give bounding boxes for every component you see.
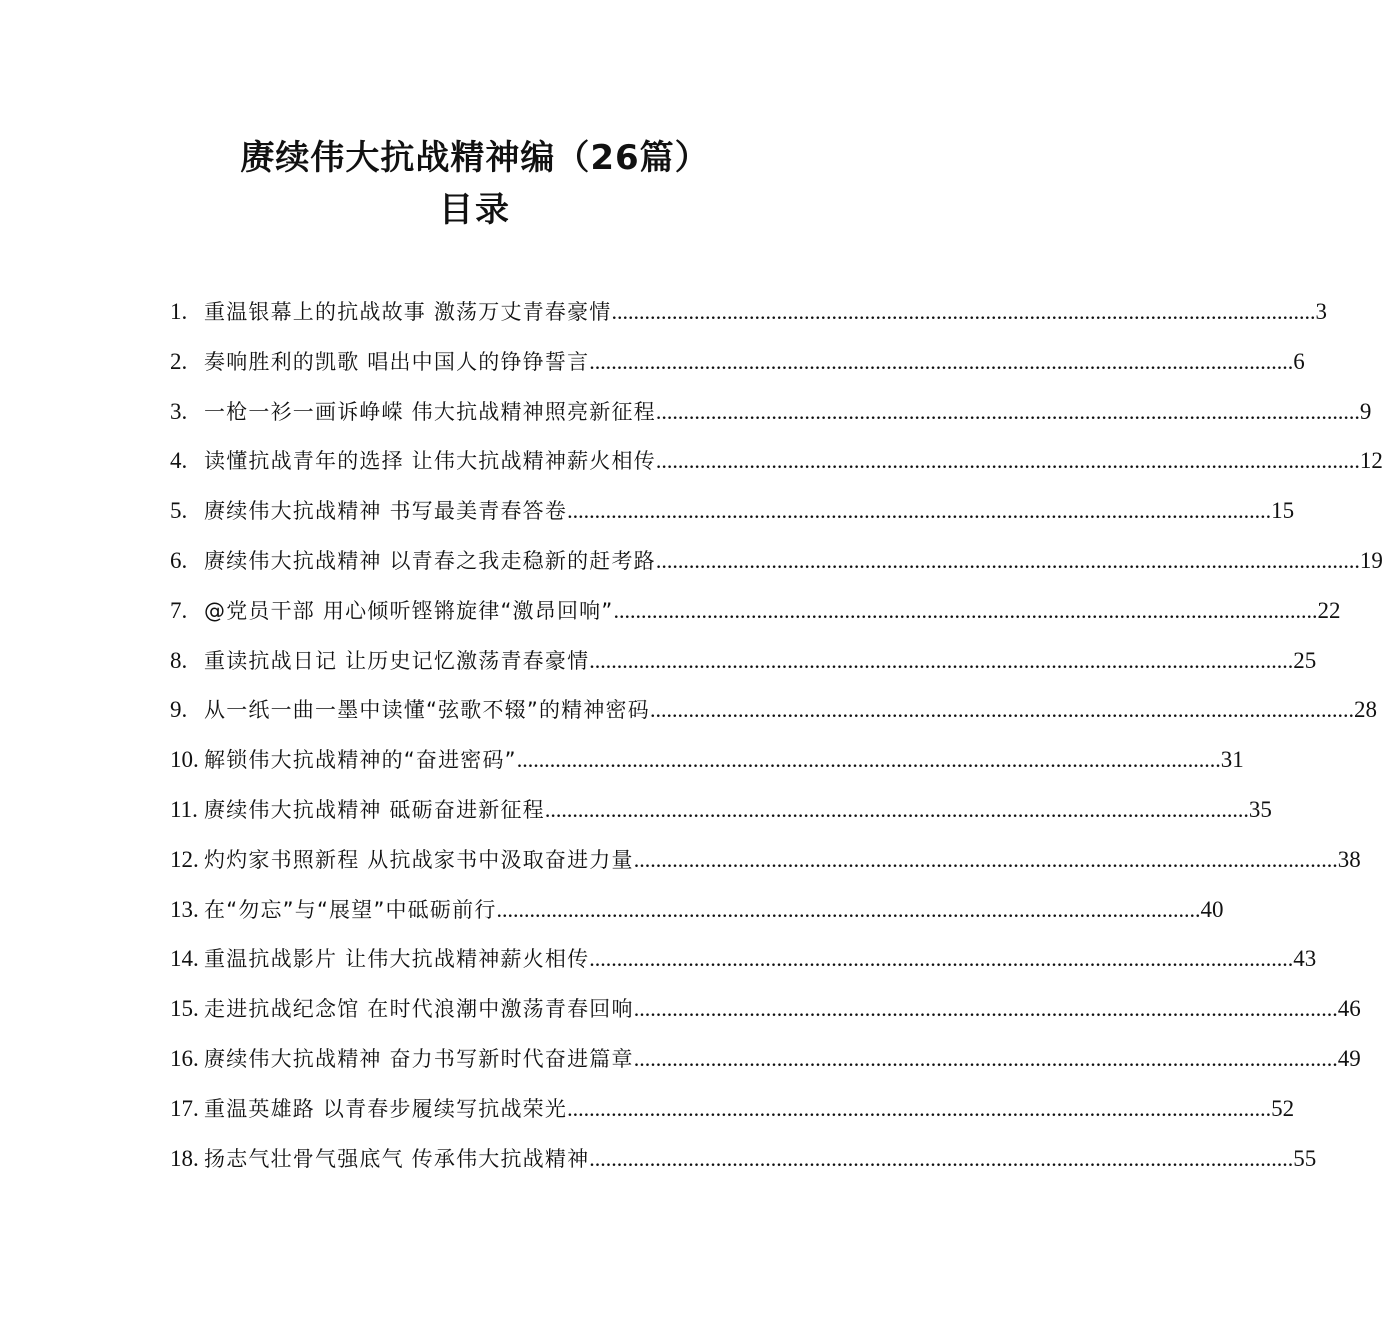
toc-leader-dots [545,790,1249,830]
toc-leader-dots [634,989,1338,1029]
toc-entry-title: 一枪一衫一画诉峥嵘 伟大抗战精神照亮新征程 [204,399,656,424]
toc-entry-number: 9. [170,697,188,723]
toc-entry-number: 12. [170,846,199,872]
toc-entry-number: 13. [170,896,199,922]
toc-entry[interactable] [170,491,1295,541]
toc-entry-page: 31 [1220,747,1244,773]
toc-leader-dots [517,740,1221,780]
toc-entry-title: 走进抗战纪念馆 在时代浪潮中激荡青春回响 [204,997,634,1022]
toc-entry-title: 重温银幕上的抗战故事 激荡万丈青春豪情 [204,300,612,324]
toc-entry[interactable] [170,441,1383,491]
toc-entry-number: 17. [170,1095,199,1121]
toc-leader-dots [634,840,1338,880]
toc-entry-title: 重温英雄路 以青春步履续写抗战荣光 [204,1096,568,1121]
toc-entry[interactable] [170,939,1317,989]
table-of-contents [170,292,1383,1188]
toc-leader-dots [613,591,1317,631]
toc-entry-number: 2. [170,348,188,374]
toc-entry-title: 赓续伟大抗战精神 以青春之我走稳新的赶考路 [204,548,656,573]
toc-entry-page: 19 [1359,547,1383,573]
toc-entry[interactable] [170,392,1372,442]
toc-entry-number: 14. [170,946,199,972]
toc-entry[interactable] [170,342,1305,392]
toc-entry-title: 读懂抗战青年的选择 让伟大抗战精神薪火相传 [204,449,656,474]
toc-entry-number: 11. [170,796,198,822]
toc-entry-number: 10. [170,747,199,773]
toc-entry-title: 解锁伟大抗战精神的“奋进密码” [204,748,517,773]
toc-entry-page: 46 [1337,996,1361,1022]
toc-entry-number: 7. [170,597,188,623]
toc-entry[interactable] [170,641,1317,691]
toc-entry-number: 6. [170,547,188,573]
toc-entry-title: 灼灼家书照新程 从抗战家书中汲取奋进力量 [204,847,634,872]
toc-entry[interactable] [170,1039,1361,1089]
toc-entry-page: 55 [1293,1145,1317,1171]
toc-entry-page: 28 [1353,697,1377,723]
toc-entry-page: 22 [1317,597,1341,623]
toc-entry-title: 重温抗战影片 让伟大抗战精神薪火相传 [204,947,590,972]
toc-entry-page: 25 [1293,647,1317,673]
toc-leader-dots [656,441,1360,481]
toc-entry-title: 赓续伟大抗战精神 奋力书写新时代奋进篇章 [204,1046,634,1071]
toc-leader-dots [650,690,1354,730]
toc-leader-dots [656,541,1360,581]
toc-entry-title: @党员干部 用心倾听铿锵旋律“激昂回响” [204,598,614,623]
toc-entry-page: 40 [1200,896,1224,922]
toc-leader-dots [634,1039,1338,1079]
toc-entry-page: 43 [1293,946,1317,972]
toc-entry-number: 15. [170,996,199,1022]
toc-entry-title: 从一纸一曲一墨中读懂“弦歌不辍”的精神密码 [204,698,650,723]
toc-entry-title: 在“勿忘”与“展望”中砥砺前行 [204,897,497,922]
toc-entry-title: 重读抗战日记 让历史记忆激荡青春豪情 [204,648,590,673]
toc-entry[interactable] [170,890,1224,940]
toc-entry-number: 8. [170,647,188,673]
toc-entry-page: 38 [1337,846,1361,872]
toc-leader-dots [589,939,1293,979]
toc-entry[interactable] [170,1089,1295,1139]
toc-entry-number: 5. [170,498,188,524]
toc-entry[interactable] [170,591,1341,641]
toc-entry-title: 奏响胜利的凯歌 唱出中国人的铮铮誓言 [204,349,590,374]
toc-entry[interactable] [170,292,1327,342]
toc-leader-dots [589,641,1293,681]
toc-entry-page: 15 [1271,498,1295,524]
toc-leader-dots [589,342,1293,382]
toc-heading: 目录 [439,190,511,230]
toc-entry[interactable] [170,790,1272,840]
toc-entry-number: 16. [170,1045,199,1071]
toc-leader-dots [589,1139,1293,1179]
toc-leader-dots [497,890,1201,930]
toc-leader-dots [611,292,1315,332]
document-title: 赓续伟大抗战精神编（26篇） [240,138,710,178]
toc-entry[interactable] [170,690,1377,740]
toc-entry-page: 9 [1359,398,1372,424]
toc-entry-title: 赓续伟大抗战精神 砥砺奋进新征程 [204,797,545,822]
toc-entry[interactable] [170,1139,1317,1189]
toc-entry-title: 赓续伟大抗战精神 书写最美青春答卷 [204,499,568,524]
toc-entry-page: 49 [1337,1045,1361,1071]
toc-entry-page: 52 [1271,1095,1295,1121]
toc-entry[interactable] [170,989,1361,1039]
toc-entry[interactable] [170,840,1361,890]
toc-entry-number: 4. [170,448,188,474]
toc-leader-dots [567,491,1271,531]
toc-entry-page: 12 [1359,448,1383,474]
toc-entry-number: 18. [170,1145,199,1171]
toc-entry[interactable] [170,541,1383,591]
toc-entry-number: 1. [170,299,188,324]
toc-entry-page: 3 [1315,299,1327,324]
toc-entry-page: 6 [1293,348,1305,374]
toc-entry-number: 3. [170,398,188,424]
toc-leader-dots [567,1089,1271,1129]
toc-entry-page: 35 [1248,796,1272,822]
toc-entry[interactable] [170,740,1244,790]
toc-leader-dots [656,392,1360,432]
toc-entry-title: 扬志气壮骨气强底气 传承伟大抗战精神 [204,1146,590,1171]
